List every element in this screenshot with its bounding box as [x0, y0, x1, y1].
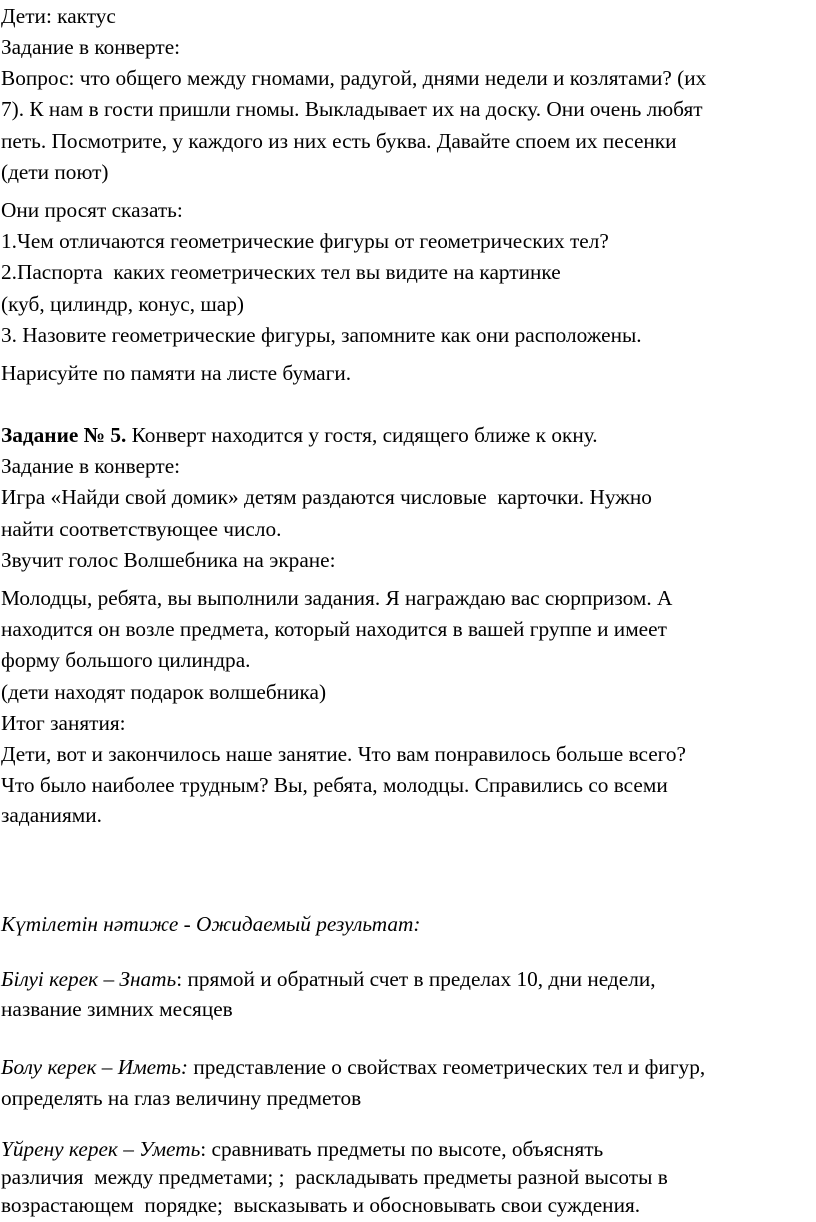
text-line: Нарисуйте по памяти на листе бумаги.	[1, 361, 352, 385]
text-line: Задание в конверте:	[1, 454, 181, 478]
text-line: заданиями.	[1, 803, 102, 827]
text-line: Звучит голос Волшебника на экране:	[1, 548, 336, 572]
text-line: Задание в конверте:	[1, 35, 181, 59]
can-text: : сравнивать предметы по высоте, объяснять	[200, 1137, 604, 1161]
text-line: Что было наиболее трудным? Вы, ребята, молодцы. Справились со всеми	[1, 773, 668, 797]
know-label: Білуі керек – Знать	[1, 967, 177, 991]
have-line-2: определять на глаз величину предметов	[1, 1086, 362, 1110]
text-line: Дети, вот и закончилось наше занятие. Что вам понравилось больше всего?	[1, 742, 686, 766]
can-line-3: возрастающем порядке; высказывать и обосновывать свои суждения.	[1, 1193, 641, 1217]
text-line: (дети находят подарок волшебника)	[1, 680, 327, 704]
text-line: 3. Назовите геометрические фигуры, запомните как они расположены.	[1, 323, 642, 347]
text-line: найти соответствующее число.	[1, 517, 282, 541]
text-line: Итог занятия:	[1, 711, 126, 735]
can-line	[1, 1135, 603, 1163]
text-line: Игра «Найди свой домик» детям раздаются числовые карточки. Нужно	[1, 485, 652, 509]
text-line: (куб, цилиндр, конус, шар)	[1, 292, 244, 316]
know-line	[1, 965, 656, 993]
text-line: петь. Посмотрите, у каждого из них есть буква. Давайте споем их песенки	[1, 129, 677, 153]
text-line: Молодцы, ребята, вы выполнили задания. Я награждаю вас сюрпризом. А	[1, 586, 673, 610]
text-line: 1.Чем отличаются геометрические фигуры от геометрических тел?	[1, 229, 609, 253]
text-line: Дети: кактус	[1, 4, 116, 28]
task5-line	[1, 421, 598, 449]
have-text: представление о свойствах геометрических тел и фигур,	[188, 1055, 706, 1079]
expected-result-heading: Күтілетін нәтиже - Ожидаемый результат:	[1, 912, 421, 936]
text-line: Они просят сказать:	[1, 198, 183, 222]
have-label: Болу керек – Иметь:	[1, 1055, 189, 1079]
text-line: находится он возле предмета, который находится в вашей группе и имеет	[1, 617, 667, 641]
have-line	[1, 1053, 705, 1081]
text-line: (дети поют)	[1, 160, 109, 184]
text-line: форму большого цилиндра.	[1, 648, 251, 672]
can-line-2: различия между предметами; ; раскладывать предметы разной высоты в	[1, 1165, 668, 1189]
text-line: 2.Паспорта каких геометрических тел вы видите на картинке	[1, 260, 561, 284]
task5-heading: Задание № 5.	[1, 423, 127, 447]
know-line-2: название зимних месяцев	[1, 997, 233, 1021]
can-label: Үйрену керек – Уметь	[1, 1137, 201, 1161]
text-line: 7). К нам в гости пришли гномы. Выкладывает их на доску. Они очень любят	[1, 97, 703, 121]
know-text: : прямой и обратный счет в пределах 10, дни недели,	[176, 967, 656, 991]
text-line: Вопрос: что общего между гномами, радугой, днями недели и козлятами? (их	[1, 66, 707, 90]
task5-text: Конверт находится у гостя, сидящего ближе к окну.	[126, 423, 598, 447]
